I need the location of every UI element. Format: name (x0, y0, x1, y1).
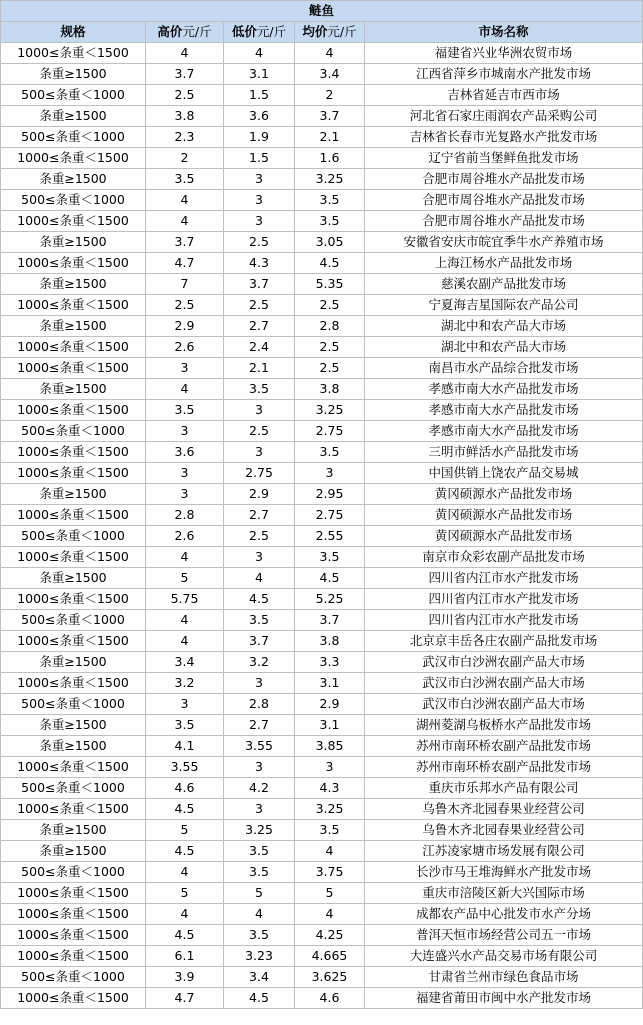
cell-avg: 3.85 (295, 736, 365, 757)
cell-low: 1.9 (224, 127, 295, 148)
cell-market: 合肥市周谷堆水产品批发市场 (365, 211, 643, 232)
cell-market: 辽宁省前当堡鲜鱼批发市场 (365, 148, 643, 169)
cell-avg: 2.5 (295, 358, 365, 379)
cell-low: 3 (224, 547, 295, 568)
cell-market: 北京京丰岳各庄农副产品批发市场 (365, 631, 643, 652)
cell-low: 4.2 (224, 778, 295, 799)
table-body (1, 43, 643, 1009)
table-row (1, 883, 643, 904)
cell-market: 福建省兴业华洲农贸市场 (365, 43, 643, 64)
cell-high: 3.4 (146, 652, 224, 673)
cell-high: 3.9 (146, 967, 224, 988)
cell-market: 南昌市水产品综合批发市场 (365, 358, 643, 379)
cell-spec: 1000≤条重＜1500 (1, 400, 146, 421)
cell-market: 吉林省长春市光复路水产批发市场 (365, 127, 643, 148)
cell-low: 4.5 (224, 589, 295, 610)
cell-avg: 5 (295, 883, 365, 904)
table-row (1, 400, 643, 421)
table-row (1, 337, 643, 358)
cell-avg: 3.25 (295, 169, 365, 190)
cell-low: 3.23 (224, 946, 295, 967)
cell-low: 3 (224, 673, 295, 694)
header-low-unit: 元/斤 (256, 24, 287, 39)
cell-spec: 1000≤条重＜1500 (1, 148, 146, 169)
table-row (1, 106, 643, 127)
cell-spec: 500≤条重＜1000 (1, 526, 146, 547)
cell-avg: 2.9 (295, 694, 365, 715)
cell-low: 3.4 (224, 967, 295, 988)
cell-spec: 1000≤条重＜1500 (1, 925, 146, 946)
cell-market: 重庆市乐邦水产品有限公司 (365, 778, 643, 799)
table-row (1, 862, 643, 883)
cell-high: 4.5 (146, 799, 224, 820)
cell-low: 2.9 (224, 484, 295, 505)
cell-high: 5 (146, 883, 224, 904)
cell-market: 大连盛兴水产品交易市场有限公司 (365, 946, 643, 967)
header-low-label: 低价 (231, 24, 257, 39)
cell-low: 3.1 (224, 64, 295, 85)
cell-low: 3.5 (224, 379, 295, 400)
table-row (1, 127, 643, 148)
cell-spec: 1000≤条重＜1500 (1, 799, 146, 820)
cell-market: 乌鲁木齐北园春果业经营公司 (365, 820, 643, 841)
cell-spec: 条重≥1500 (1, 169, 146, 190)
table-row (1, 421, 643, 442)
cell-avg: 3.25 (295, 400, 365, 421)
cell-market: 湖北中和农产品大市场 (365, 316, 643, 337)
cell-spec: 1000≤条重＜1500 (1, 946, 146, 967)
cell-market: 苏州市南环桥农副产品批发市场 (365, 757, 643, 778)
cell-low: 5 (224, 883, 295, 904)
cell-low: 2.7 (224, 316, 295, 337)
cell-low: 4 (224, 568, 295, 589)
cell-spec: 1000≤条重＜1500 (1, 631, 146, 652)
cell-low: 3.5 (224, 610, 295, 631)
cell-high: 2.6 (146, 337, 224, 358)
cell-avg: 5.35 (295, 274, 365, 295)
table-row (1, 442, 643, 463)
cell-high: 2.8 (146, 505, 224, 526)
cell-high: 4.7 (146, 253, 224, 274)
cell-high: 5 (146, 568, 224, 589)
cell-avg: 4.3 (295, 778, 365, 799)
cell-high: 3 (146, 421, 224, 442)
cell-high: 3.7 (146, 64, 224, 85)
cell-avg: 2.5 (295, 337, 365, 358)
cell-avg: 2 (295, 85, 365, 106)
cell-avg: 4.5 (295, 253, 365, 274)
cell-spec: 条重≥1500 (1, 841, 146, 862)
cell-low: 1.5 (224, 85, 295, 106)
table-row (1, 232, 643, 253)
header-high-unit: 元/斤 (182, 24, 212, 39)
cell-market: 重庆市涪陵区新大兴国际市场 (365, 883, 643, 904)
header-avg (295, 22, 365, 43)
cell-high: 3.8 (146, 106, 224, 127)
table-row (1, 736, 643, 757)
table-row (1, 757, 643, 778)
cell-spec: 500≤条重＜1000 (1, 190, 146, 211)
cell-high: 2.3 (146, 127, 224, 148)
cell-market: 武汉市白沙洲农副产品大市场 (365, 652, 643, 673)
table-row (1, 988, 643, 1009)
cell-high: 3.2 (146, 673, 224, 694)
cell-market: 武汉市白沙洲农副产品大市场 (365, 694, 643, 715)
table-row (1, 673, 643, 694)
cell-spec: 条重≥1500 (1, 64, 146, 85)
cell-high: 3 (146, 463, 224, 484)
cell-low: 1.5 (224, 148, 295, 169)
cell-low: 3 (224, 400, 295, 421)
cell-avg: 3.7 (295, 610, 365, 631)
table-row (1, 715, 643, 736)
cell-spec: 1000≤条重＜1500 (1, 589, 146, 610)
cell-market: 成都农产品中心批发市水产分场 (365, 904, 643, 925)
table-title: 鲢鱼 (1, 1, 643, 22)
cell-spec: 500≤条重＜1000 (1, 127, 146, 148)
table-row (1, 610, 643, 631)
cell-spec: 1000≤条重＜1500 (1, 358, 146, 379)
table-row (1, 358, 643, 379)
cell-low: 2.5 (224, 295, 295, 316)
cell-low: 2.75 (224, 463, 295, 484)
cell-high: 2 (146, 148, 224, 169)
cell-low: 3 (224, 169, 295, 190)
cell-high: 7 (146, 274, 224, 295)
cell-avg: 3.4 (295, 64, 365, 85)
cell-spec: 1000≤条重＜1500 (1, 337, 146, 358)
table-row (1, 820, 643, 841)
table-row (1, 799, 643, 820)
cell-spec: 条重≥1500 (1, 484, 146, 505)
table-row (1, 274, 643, 295)
cell-avg: 3 (295, 463, 365, 484)
cell-spec: 1000≤条重＜1500 (1, 673, 146, 694)
table-row (1, 694, 643, 715)
cell-market: 孝感市南大水产品批发市场 (365, 379, 643, 400)
header-avg-label: 均价 (302, 24, 328, 39)
cell-market: 吉林省延吉市西市场 (365, 85, 643, 106)
cell-market: 四川省内江市水产批发市场 (365, 568, 643, 589)
cell-low: 3.2 (224, 652, 295, 673)
cell-avg: 4.5 (295, 568, 365, 589)
cell-low: 3.6 (224, 106, 295, 127)
cell-spec: 500≤条重＜1000 (1, 85, 146, 106)
cell-market: 合肥市周谷堆水产品批发市场 (365, 169, 643, 190)
header-low (224, 22, 295, 43)
cell-avg: 2.75 (295, 505, 365, 526)
cell-market: 孝感市南大水产品批发市场 (365, 400, 643, 421)
cell-spec: 条重≥1500 (1, 715, 146, 736)
cell-spec: 500≤条重＜1000 (1, 967, 146, 988)
cell-market: 河北省石家庄雨润农产品采购公司 (365, 106, 643, 127)
cell-spec: 1000≤条重＜1500 (1, 463, 146, 484)
cell-avg: 5.25 (295, 589, 365, 610)
cell-low: 2.7 (224, 715, 295, 736)
cell-market: 江西省萍乡市城南水产批发市场 (365, 64, 643, 85)
cell-low: 2.5 (224, 232, 295, 253)
cell-high: 4.6 (146, 778, 224, 799)
cell-low: 3 (224, 442, 295, 463)
cell-spec: 1000≤条重＜1500 (1, 757, 146, 778)
cell-high: 4 (146, 190, 224, 211)
cell-spec: 1000≤条重＜1500 (1, 211, 146, 232)
cell-low: 2.7 (224, 505, 295, 526)
cell-avg: 3.75 (295, 862, 365, 883)
cell-spec: 500≤条重＜1000 (1, 862, 146, 883)
table-row (1, 568, 643, 589)
cell-high: 4 (146, 211, 224, 232)
cell-avg: 3.05 (295, 232, 365, 253)
cell-avg: 2.55 (295, 526, 365, 547)
cell-avg: 2.1 (295, 127, 365, 148)
cell-market: 江苏凌家塘市场发展有限公司 (365, 841, 643, 862)
cell-avg: 3.5 (295, 547, 365, 568)
cell-high: 4.5 (146, 841, 224, 862)
cell-avg: 4.6 (295, 988, 365, 1009)
cell-low: 2.8 (224, 694, 295, 715)
table-row (1, 547, 643, 568)
cell-low: 3.25 (224, 820, 295, 841)
cell-avg: 2.8 (295, 316, 365, 337)
cell-high: 6.1 (146, 946, 224, 967)
cell-avg: 3.5 (295, 211, 365, 232)
table-row (1, 295, 643, 316)
cell-spec: 1000≤条重＜1500 (1, 442, 146, 463)
cell-market: 长沙市马王堆海鲜水产批发市场 (365, 862, 643, 883)
cell-spec: 条重≥1500 (1, 736, 146, 757)
table-row (1, 904, 643, 925)
cell-avg: 4 (295, 841, 365, 862)
cell-avg: 2.95 (295, 484, 365, 505)
cell-spec: 1000≤条重＜1500 (1, 505, 146, 526)
cell-high: 4 (146, 862, 224, 883)
table-row (1, 43, 643, 64)
cell-avg: 3.8 (295, 379, 365, 400)
cell-spec: 1000≤条重＜1500 (1, 988, 146, 1009)
cell-low: 3 (224, 211, 295, 232)
cell-spec: 条重≥1500 (1, 568, 146, 589)
cell-avg: 3.7 (295, 106, 365, 127)
cell-low: 3.55 (224, 736, 295, 757)
table-row (1, 253, 643, 274)
cell-market: 南京市众彩农副产品批发市场 (365, 547, 643, 568)
cell-spec: 条重≥1500 (1, 820, 146, 841)
cell-avg: 3.25 (295, 799, 365, 820)
cell-avg: 3 (295, 757, 365, 778)
header-avg-unit: 元/斤 (327, 24, 357, 39)
cell-avg: 3.625 (295, 967, 365, 988)
table-row (1, 484, 643, 505)
cell-spec: 1000≤条重＜1500 (1, 43, 146, 64)
cell-spec: 条重≥1500 (1, 316, 146, 337)
cell-high: 4.1 (146, 736, 224, 757)
cell-low: 3 (224, 757, 295, 778)
cell-market: 慈溪农副产品批发市场 (365, 274, 643, 295)
cell-spec: 条重≥1500 (1, 232, 146, 253)
cell-high: 4.7 (146, 988, 224, 1009)
cell-market: 福建省莆田市闽中水产批发市场 (365, 988, 643, 1009)
cell-low: 4.5 (224, 988, 295, 1009)
table-row (1, 169, 643, 190)
cell-high: 3.55 (146, 757, 224, 778)
table-row (1, 526, 643, 547)
header-market: 市场名称 (365, 22, 643, 43)
cell-spec: 条重≥1500 (1, 106, 146, 127)
cell-market: 三明市鲜活水产品批发市场 (365, 442, 643, 463)
cell-market: 苏州市南环桥农副产品批发市场 (365, 736, 643, 757)
cell-high: 3 (146, 484, 224, 505)
cell-high: 4 (146, 610, 224, 631)
table-row (1, 841, 643, 862)
cell-spec: 500≤条重＜1000 (1, 610, 146, 631)
table-row (1, 379, 643, 400)
cell-high: 3.7 (146, 232, 224, 253)
cell-market: 甘肃省兰州市绿色食品市场 (365, 967, 643, 988)
cell-low: 2.4 (224, 337, 295, 358)
cell-spec: 条重≥1500 (1, 652, 146, 673)
cell-low: 3 (224, 190, 295, 211)
table-row (1, 925, 643, 946)
cell-avg: 3.5 (295, 190, 365, 211)
cell-market: 乌鲁木齐北园春果业经营公司 (365, 799, 643, 820)
cell-avg: 1.6 (295, 148, 365, 169)
cell-high: 4 (146, 43, 224, 64)
cell-high: 4 (146, 547, 224, 568)
cell-spec: 1000≤条重＜1500 (1, 253, 146, 274)
cell-low: 2.5 (224, 526, 295, 547)
table-row (1, 505, 643, 526)
cell-high: 5.75 (146, 589, 224, 610)
cell-low: 3.5 (224, 862, 295, 883)
header-row (1, 22, 643, 43)
cell-low: 2.5 (224, 421, 295, 442)
cell-high: 3.5 (146, 715, 224, 736)
table-row (1, 85, 643, 106)
cell-spec: 1000≤条重＜1500 (1, 547, 146, 568)
cell-low: 4 (224, 904, 295, 925)
table-row (1, 64, 643, 85)
cell-avg: 2.75 (295, 421, 365, 442)
cell-market: 湖州菱湖乌板桥水产品批发市场 (365, 715, 643, 736)
cell-high: 4 (146, 904, 224, 925)
cell-high: 4 (146, 379, 224, 400)
table-row (1, 211, 643, 232)
cell-high: 3 (146, 694, 224, 715)
cell-high: 3 (146, 358, 224, 379)
cell-high: 3.5 (146, 169, 224, 190)
cell-spec: 条重≥1500 (1, 274, 146, 295)
cell-high: 3.6 (146, 442, 224, 463)
cell-market: 普洱天恒市场经营公司五一市场 (365, 925, 643, 946)
table-row (1, 652, 643, 673)
cell-high: 2.6 (146, 526, 224, 547)
cell-spec: 1000≤条重＜1500 (1, 295, 146, 316)
cell-market: 中国供销上饶农产品交易城 (365, 463, 643, 484)
cell-avg: 3.1 (295, 673, 365, 694)
table-row (1, 631, 643, 652)
cell-spec: 1000≤条重＜1500 (1, 883, 146, 904)
table-row (1, 190, 643, 211)
header-spec: 规格 (1, 22, 146, 43)
table-row (1, 967, 643, 988)
cell-market: 上海江杨水产品批发市场 (365, 253, 643, 274)
cell-market: 武汉市白沙洲农副产品大市场 (365, 673, 643, 694)
cell-spec: 条重≥1500 (1, 379, 146, 400)
header-high-label: 高价 (157, 24, 183, 39)
cell-market: 合肥市周谷堆水产品批发市场 (365, 190, 643, 211)
cell-avg: 4 (295, 904, 365, 925)
cell-high: 3.5 (146, 400, 224, 421)
cell-avg: 4.665 (295, 946, 365, 967)
cell-market: 四川省内江市水产批发市场 (365, 610, 643, 631)
cell-low: 3.7 (224, 274, 295, 295)
cell-high: 5 (146, 820, 224, 841)
cell-market: 宁夏海吉星国际农产品公司 (365, 295, 643, 316)
cell-low: 3.5 (224, 841, 295, 862)
cell-spec: 500≤条重＜1000 (1, 778, 146, 799)
cell-avg: 3.5 (295, 820, 365, 841)
cell-market: 四川省内江市水产批发市场 (365, 589, 643, 610)
cell-high: 2.9 (146, 316, 224, 337)
cell-high: 2.5 (146, 85, 224, 106)
cell-market: 湖北中和农产品大市场 (365, 337, 643, 358)
cell-spec: 500≤条重＜1000 (1, 694, 146, 715)
cell-low: 3.7 (224, 631, 295, 652)
cell-market: 孝感市南大水产品批发市场 (365, 421, 643, 442)
cell-market: 黄冈硕源水产品批发市场 (365, 484, 643, 505)
cell-market: 黄冈硕源水产品批发市场 (365, 526, 643, 547)
cell-high: 2.5 (146, 295, 224, 316)
cell-spec: 500≤条重＜1000 (1, 421, 146, 442)
cell-avg: 3.3 (295, 652, 365, 673)
table-row (1, 778, 643, 799)
cell-high: 4 (146, 631, 224, 652)
cell-avg: 3.8 (295, 631, 365, 652)
table-row (1, 148, 643, 169)
cell-avg: 4.25 (295, 925, 365, 946)
table-row (1, 589, 643, 610)
cell-market: 黄冈硕源水产品批发市场 (365, 505, 643, 526)
header-high (146, 22, 224, 43)
cell-low: 4.3 (224, 253, 295, 274)
cell-low: 3 (224, 799, 295, 820)
cell-avg: 4 (295, 43, 365, 64)
cell-high: 4.5 (146, 925, 224, 946)
table-title-row (1, 1, 643, 22)
table-row (1, 946, 643, 967)
table-row (1, 316, 643, 337)
cell-low: 2.1 (224, 358, 295, 379)
cell-spec: 1000≤条重＜1500 (1, 904, 146, 925)
cell-avg: 2.5 (295, 295, 365, 316)
cell-avg: 3.1 (295, 715, 365, 736)
cell-low: 3.5 (224, 925, 295, 946)
cell-avg: 3.5 (295, 442, 365, 463)
cell-low: 4 (224, 43, 295, 64)
table-row (1, 463, 643, 484)
cell-market: 安徽省安庆市皖宜季牛水产养殖市场 (365, 232, 643, 253)
